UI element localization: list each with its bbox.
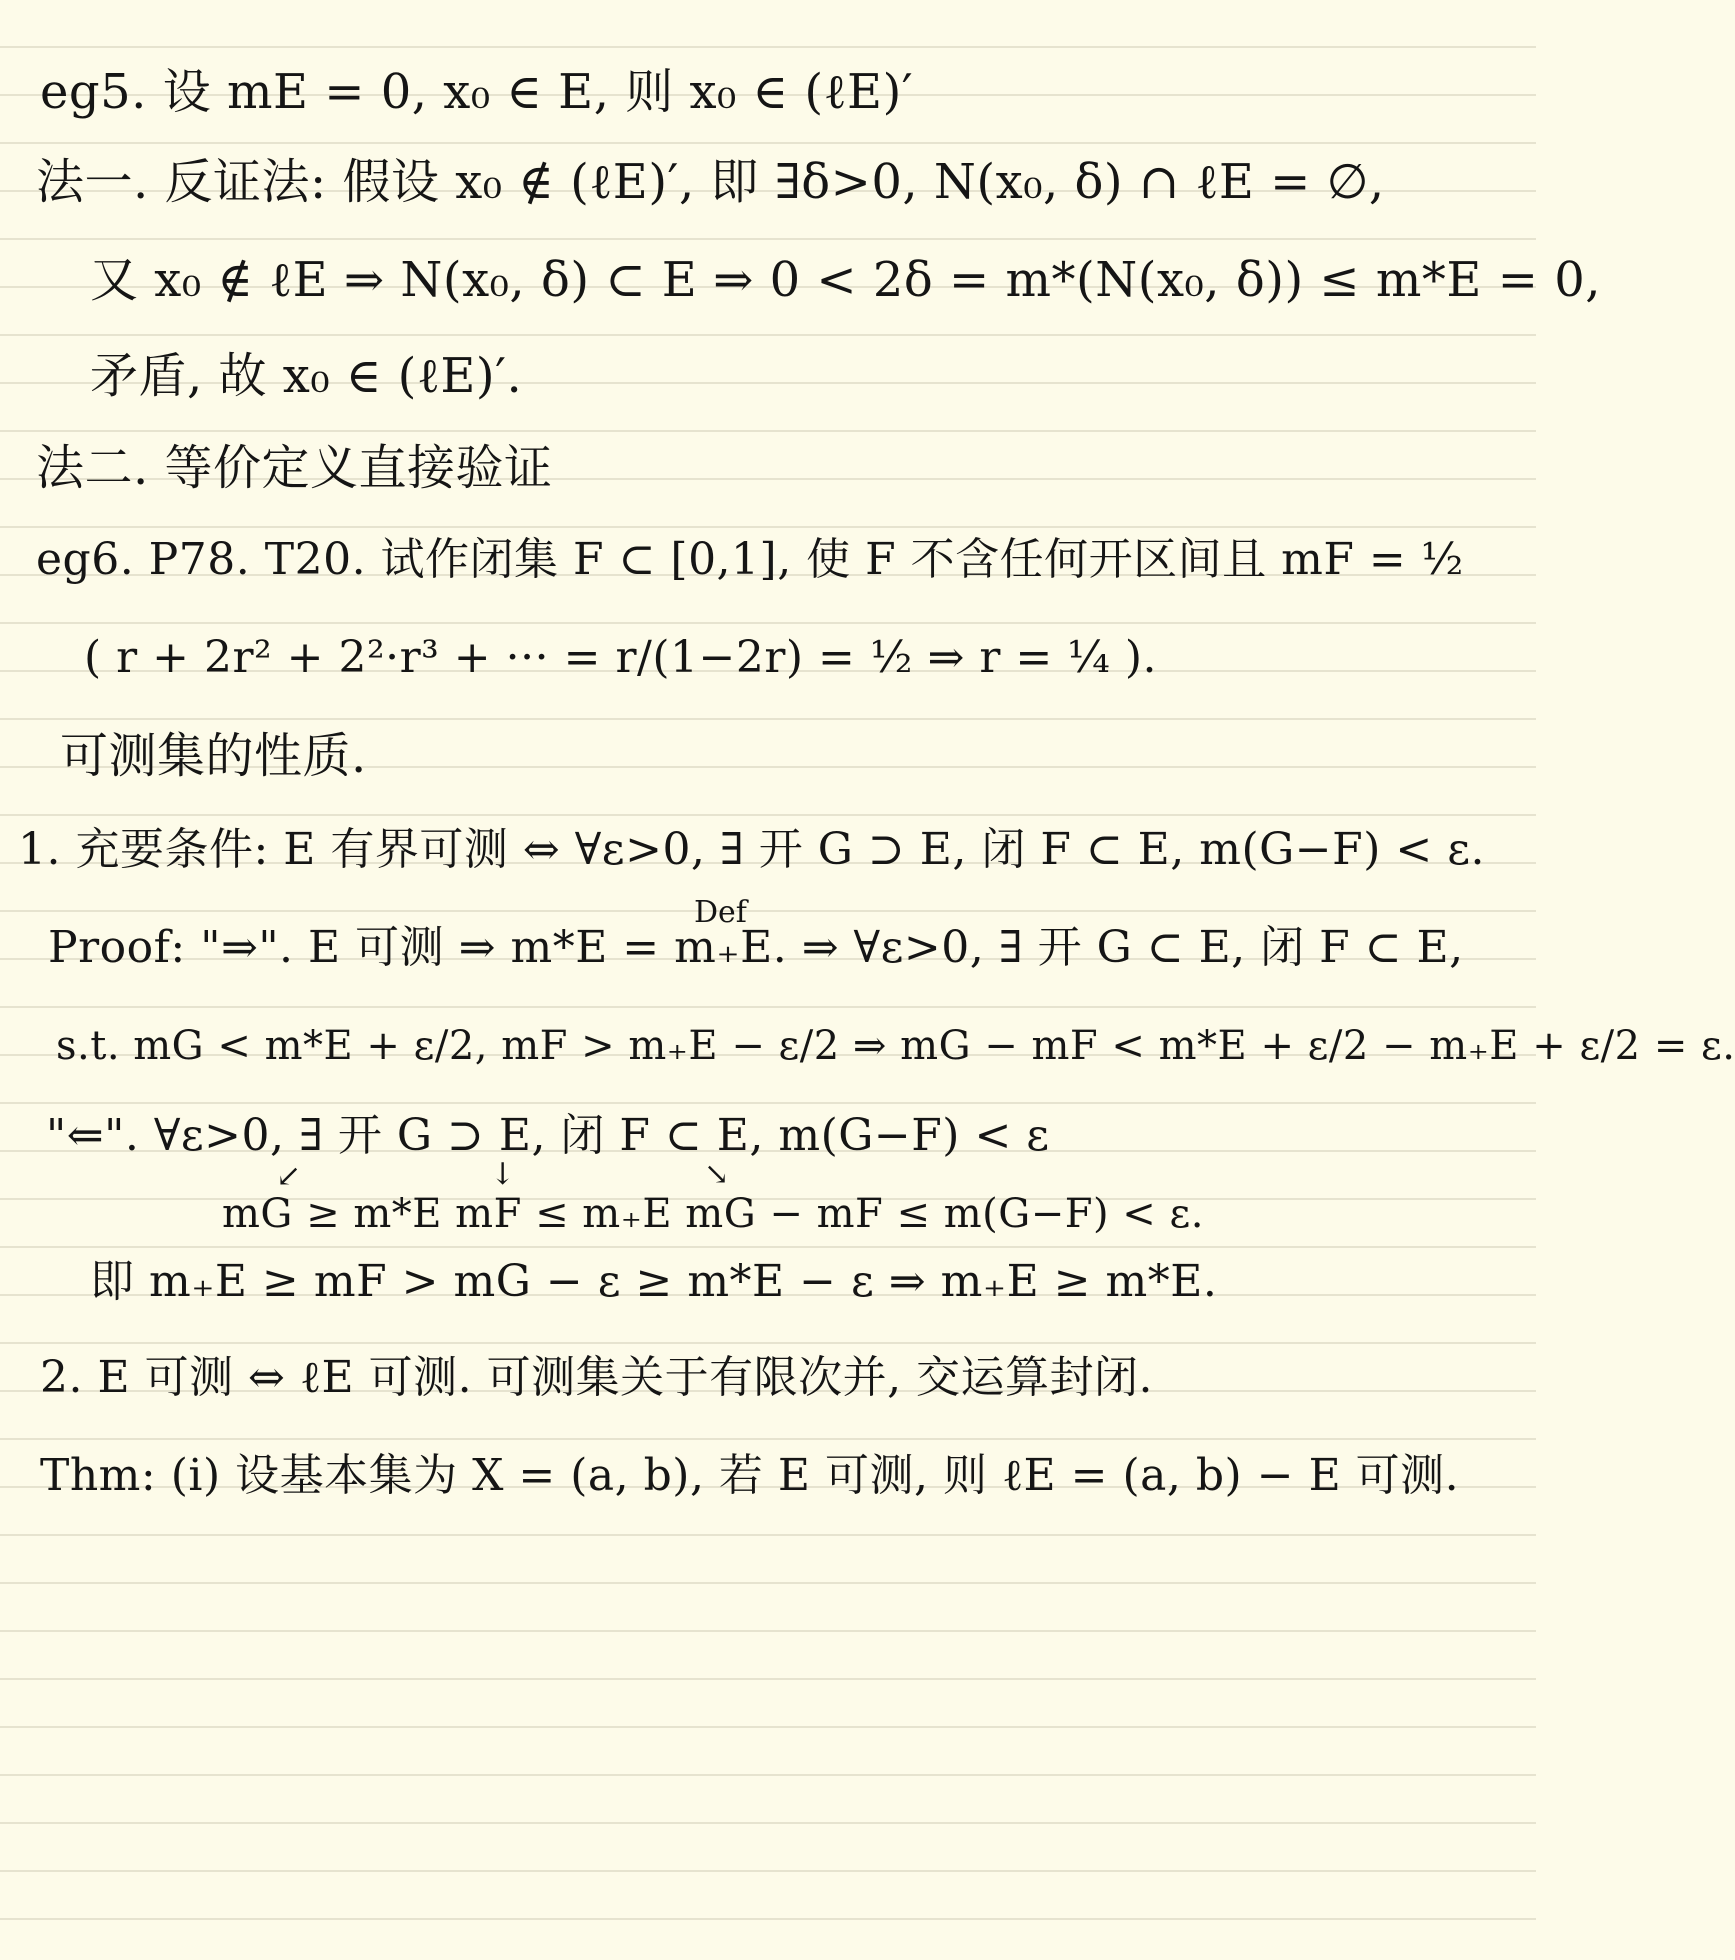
arrow-down-right-icon: ↘	[704, 1157, 730, 1192]
method-1-proof-by-contradiction: 法一. 反证法: 假设 x₀ ∉ (ℓE)′, 即 ∃δ>0, N(x₀, δ) ∩ ℓE = ∅,	[36, 154, 1385, 210]
proof-forward-inequalities: s.t. mG < m*E + ε/2, mF > m₊E − ε/2 ⇒ mG − mF < m*E + ε/2 − m₊E + ε/2 = ε.	[56, 1023, 1735, 1069]
example-5-statement: eg5. 设 mE = 0, x₀ ∈ E, 则 x₀ ∈ (ℓE)′	[40, 64, 914, 120]
method-1-derivation: 又 x₀ ∉ ℓE ⇒ N(x₀, δ) ⊂ E ⇒ 0 < 2δ = m*(N(x₀, δ)) ≤ m*E = 0,	[90, 252, 1601, 308]
method-1-conclusion: 矛盾, 故 x₀ ∈ (ℓE)′.	[90, 348, 523, 404]
property-2-complement: 2. E 可测 ⇔ ℓE 可测. 可测集关于有限次并, 交运算封闭.	[40, 1352, 1154, 1403]
proof-forward-direction: Proof: "⇒". E 可测 ⇒ m*E = m₊E. ⇒ ∀ε>0, ∃ 开 G ⊂ E, 闭 F ⊂ E,	[48, 922, 1464, 973]
example-6-series-note: ( r + 2r² + 2²·r³ + ··· = r/(1−2r) = ½ ⇒ r = ¼ ).	[84, 632, 1158, 683]
proof-backward-conclusion: 即 m₊E ≥ mF > mG − ε ≥ m*E − ε ⇒ m₊E ≥ m*E.	[90, 1256, 1218, 1307]
def-annotation: Def	[694, 895, 747, 930]
proof-backward-bounds: mG ≥ m*E mF ≤ m₊E mG − mF ≤ m(G−F) < ε.	[222, 1191, 1204, 1237]
example-6-statement: eg6. P78. T20. 试作闭集 F ⊂ [0,1], 使 F 不含任何开区间且 mF = ½	[36, 534, 1464, 585]
proof-backward-direction: "⇐". ∀ε>0, ∃ 开 G ⊃ E, 闭 F ⊂ E, m(G−F) < ε	[46, 1110, 1050, 1161]
theorem-i: Thm: (i) 设基本集为 X = (a, b), 若 E 可测, 则 ℓE = (a, b) − E 可测.	[40, 1450, 1460, 1501]
arrow-down-left-icon: ↙	[276, 1159, 302, 1194]
property-1-iff-condition: 1. 充要条件: E 有界可测 ⇔ ∀ε>0, ∃ 开 G ⊃ E, 闭 F ⊂ E, m(G−F) < ε.	[18, 824, 1485, 875]
method-2-heading: 法二. 等价定义直接验证	[36, 440, 553, 496]
section-heading-measurable-set-properties: 可测集的性质.	[60, 728, 367, 784]
arrow-down-icon: ↓	[490, 1157, 516, 1192]
